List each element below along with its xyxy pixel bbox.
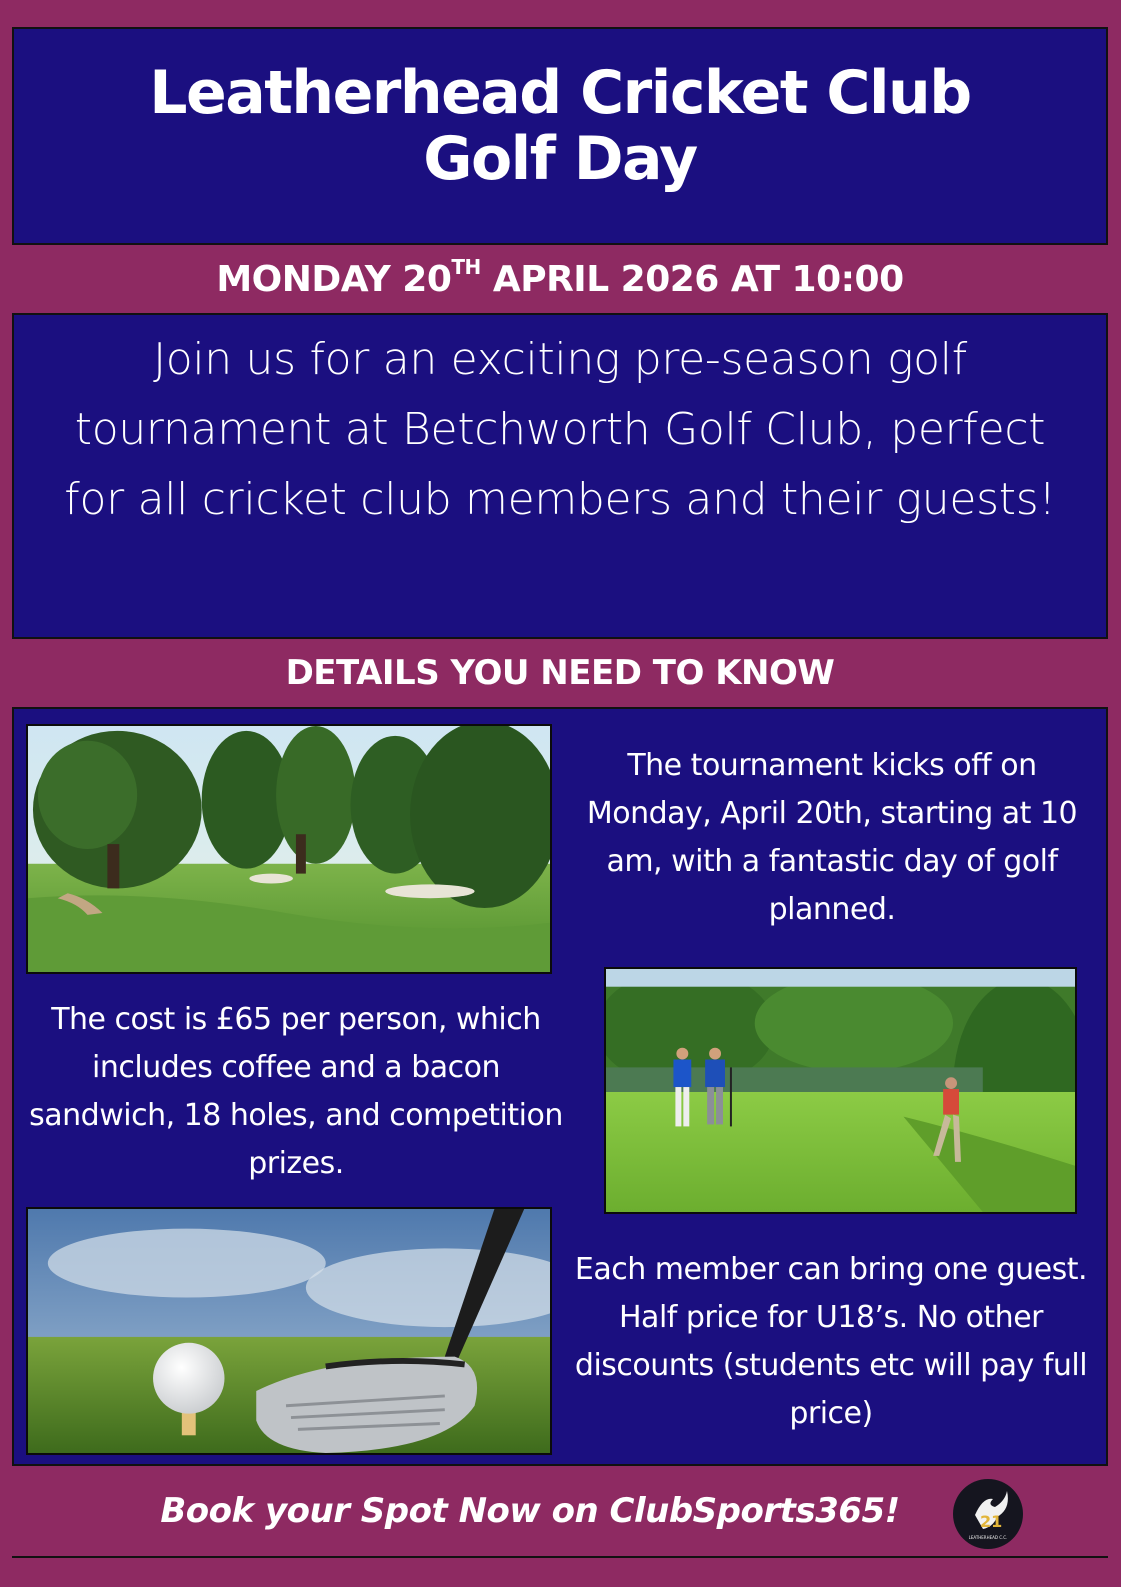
date-rest: APRIL 2026 AT 10:00 <box>480 258 904 300</box>
footer-banner <box>12 1464 1108 1558</box>
golf-ball-photo <box>26 1207 552 1455</box>
svg-text:21: 21 <box>980 1512 1003 1531</box>
details-heading-label: DETAILS YOU NEED TO KNOW <box>285 653 835 693</box>
golf-course-photo <box>26 724 552 974</box>
title-line-2: Golf Day <box>423 124 697 194</box>
golfers-photo <box>604 967 1077 1214</box>
guests-text: Each member can bring one guest. Half price for U18’s. No other discounts (students etc will pay full price) <box>574 1252 1088 1431</box>
page-title <box>12 60 1108 192</box>
intro-text: Join us for an exciting pre-season golf tournament at Betchworth Golf Club, perfect for all cricket club members and their guests! <box>64 334 1056 525</box>
date-banner <box>12 243 1108 315</box>
kickoff-text: The tournament kicks off on Monday, April 20th, starting at 10 am, with a fantastic day of golf planned. <box>586 748 1078 927</box>
cost-text: The cost is £65 per person, which includes coffee and a bacon sandwich, 18 holes, and competition prizes. <box>29 1002 563 1181</box>
title-line-1: Leatherhead Cricket Club <box>149 58 971 128</box>
date-suffix: TH <box>451 255 481 279</box>
club-crest-icon <box>953 1479 1023 1549</box>
booking-cta[interactable]: Book your Spot Now on ClubSports365! <box>160 1491 900 1531</box>
date-prefix: MONDAY 20 <box>216 258 452 300</box>
details-heading <box>12 637 1108 709</box>
logo-text: LEATHERHEAD C.C. <box>968 1535 1008 1540</box>
